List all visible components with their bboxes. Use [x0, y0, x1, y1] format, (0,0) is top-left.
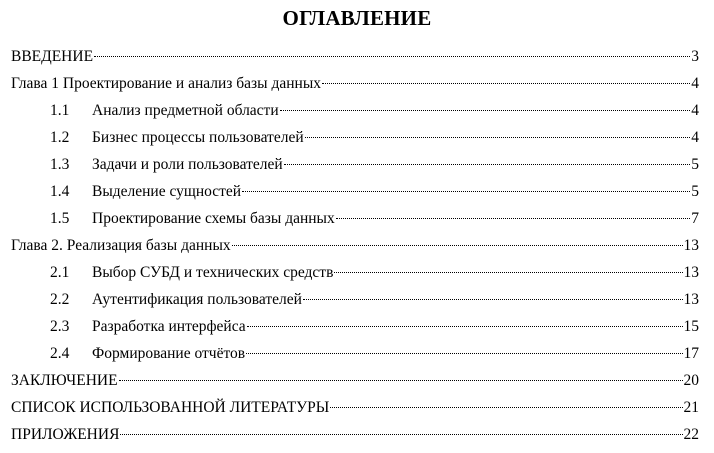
toc-entry-page: 13: [683, 291, 699, 308]
dot-leader: [284, 164, 691, 165]
toc-entry-page: 4: [691, 102, 699, 119]
toc-entry-number: 1.5: [50, 210, 70, 227]
toc-entry[interactable]: [0, 394, 714, 421]
dot-leader: [120, 434, 682, 435]
dot-leader: [322, 83, 690, 84]
toc-entry-page: 20: [683, 372, 699, 389]
toc-title: ОГЛАВЛЕНИЕ: [282, 6, 432, 30]
toc-entry[interactable]: [0, 232, 714, 259]
dot-leader: [330, 407, 682, 408]
toc-entry-number: 1.4: [50, 183, 70, 200]
toc-entry-text: Бизнес процессы пользователей: [92, 129, 304, 146]
toc-entry-number: 2.4: [50, 345, 70, 362]
toc-list: [0, 43, 714, 448]
toc-entry-text: Выделение сущностей: [92, 183, 242, 200]
dot-leader: [94, 56, 690, 57]
toc-entry[interactable]: [0, 286, 714, 313]
dot-leader: [246, 353, 682, 354]
toc-entry-text: ЗАКЛЮЧЕНИЕ: [11, 372, 118, 389]
toc-entry-text: СПИСОК ИСПОЛЬЗОВАННОЙ ЛИТЕРАТУРЫ: [11, 399, 330, 416]
toc-entry[interactable]: [0, 178, 714, 205]
toc-entry-text: Задачи и роли пользователей: [92, 156, 283, 173]
toc-entry[interactable]: [0, 313, 714, 340]
dot-leader: [247, 326, 683, 327]
toc-entry-page: 5: [691, 156, 699, 173]
toc-entry-text: ВВЕДЕНИЕ: [11, 48, 94, 65]
toc-entry[interactable]: [0, 97, 714, 124]
toc-entry-text: Выбор СУБД и технических средств: [92, 264, 334, 281]
toc-entry-page: 22: [683, 426, 699, 443]
toc-entry[interactable]: [0, 151, 714, 178]
toc-entry-number: 2.1: [50, 264, 70, 281]
toc-entry-page: 15: [683, 318, 699, 335]
dot-leader: [232, 245, 683, 246]
toc-entry-text: Формирование отчётов: [92, 345, 246, 362]
toc-entry-number: 2.2: [50, 291, 70, 308]
toc-entry-text: Разработка интерфейса: [92, 318, 246, 335]
dot-leader: [119, 380, 683, 381]
dot-leader: [305, 137, 691, 138]
toc-entry-page: 21: [683, 399, 699, 416]
toc-entry-page: 17: [683, 345, 699, 362]
toc-entry[interactable]: [0, 205, 714, 232]
toc-entry[interactable]: [0, 43, 714, 70]
toc-entry-page: 13: [683, 264, 699, 281]
toc-entry[interactable]: [0, 124, 714, 151]
toc-entry-page: 13: [683, 237, 699, 254]
toc-entry[interactable]: [0, 70, 714, 97]
toc-entry-text: ПРИЛОЖЕНИЯ: [11, 426, 120, 443]
toc-entry-text: Анализ предметной области: [92, 102, 279, 119]
toc-entry-page: 4: [691, 129, 699, 146]
toc-entry-text: Аутентификация пользователей: [92, 291, 302, 308]
toc-entry-page: 4: [691, 75, 699, 92]
toc-entry-number: 1.1: [50, 102, 70, 119]
toc-entry-text: Глава 1 Проектирование и анализ базы данных: [11, 75, 321, 92]
toc-entry-text: Проектирование схемы базы данных: [92, 210, 335, 227]
toc-entry-number: 2.3: [50, 318, 70, 335]
toc-entry-text: Глава 2. Реализация базы данных: [11, 237, 231, 254]
dot-leader: [280, 110, 691, 111]
toc-entry-page: 3: [691, 48, 699, 65]
dot-leader: [242, 191, 690, 192]
dot-leader: [336, 218, 691, 219]
toc-entry[interactable]: [0, 367, 714, 394]
toc-entry[interactable]: [0, 421, 714, 448]
toc-entry-number: 1.2: [50, 129, 70, 146]
toc-entry[interactable]: [0, 259, 714, 286]
toc-entry-page: 7: [691, 210, 699, 227]
toc-entry-number: 1.3: [50, 156, 70, 173]
toc-entry-page: 5: [691, 183, 699, 200]
dot-leader: [303, 299, 683, 300]
dot-leader: [334, 272, 682, 273]
toc-entry[interactable]: [0, 340, 714, 367]
